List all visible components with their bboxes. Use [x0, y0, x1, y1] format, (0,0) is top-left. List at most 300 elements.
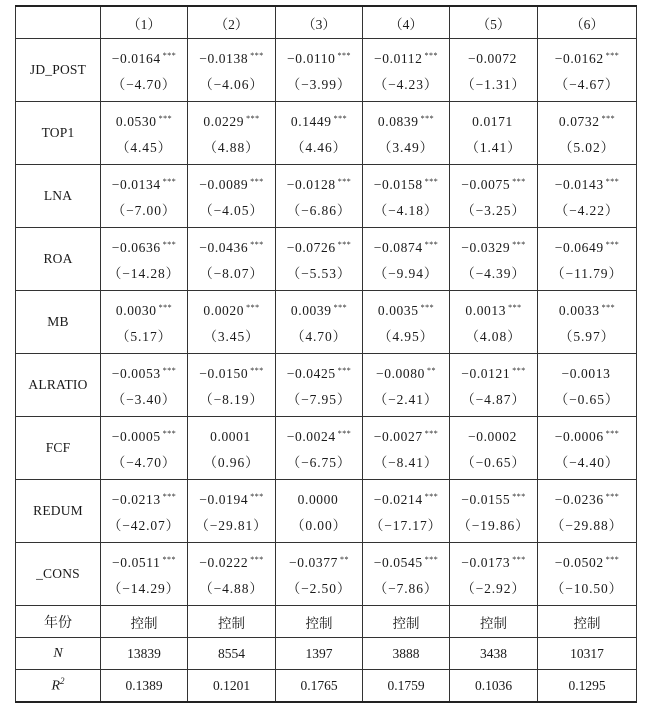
- significance-stars: ***: [158, 113, 173, 123]
- t-statistic: （−8.07）: [199, 265, 264, 281]
- coefficient: [363, 298, 449, 321]
- significance-stars: ***: [424, 491, 439, 501]
- coefficient-value: −0.0027: [373, 428, 423, 444]
- t-statistic: （−3.40）: [111, 391, 177, 407]
- header-corner-cell: [16, 6, 101, 39]
- t-statistic: （−7.95）: [286, 391, 352, 407]
- significance-stars: **: [426, 365, 436, 375]
- significance-stars: ***: [333, 302, 348, 312]
- column-header-6: （6）: [538, 6, 637, 39]
- coefficient-value: −0.0511: [112, 554, 161, 570]
- significance-stars: ***: [162, 50, 177, 60]
- coefficient: [450, 235, 537, 258]
- coefficient-value: −0.0128: [286, 176, 336, 192]
- variable-name: REDUM: [16, 480, 101, 543]
- estimate-cell: [101, 543, 188, 606]
- coefficient: [276, 109, 362, 132]
- coefficient: [538, 172, 636, 195]
- coefficient-value: 0.0013: [465, 302, 507, 318]
- coefficient: [538, 46, 636, 69]
- coefficient-value: 0.0229: [203, 113, 245, 129]
- significance-stars: ***: [508, 302, 522, 312]
- coefficient: [188, 424, 275, 447]
- significance-stars: ***: [605, 491, 620, 501]
- coefficient: [101, 298, 187, 321]
- superscript: 2: [60, 676, 65, 687]
- significance-stars: ***: [337, 176, 352, 186]
- coefficient: [188, 46, 275, 69]
- estimate-cell: [276, 543, 363, 606]
- coefficient-value: −0.0089: [199, 176, 249, 192]
- coefficient: [450, 298, 537, 321]
- t-statistic: （−29.88）: [550, 517, 624, 533]
- t-statistic: （−3.25）: [461, 202, 526, 218]
- coefficient: [363, 46, 449, 69]
- variable-name: FCF: [16, 417, 101, 480]
- t-statistic: （4.70）: [290, 328, 348, 344]
- r2-row-value: 0.1295: [538, 670, 637, 703]
- coefficient-value: −0.0150: [199, 365, 249, 381]
- year-row-value: 控制: [188, 606, 276, 638]
- n-row-value: 8554: [188, 638, 276, 670]
- significance-stars: ***: [605, 428, 620, 438]
- t-statistic: （4.95）: [377, 328, 435, 344]
- t-statistic: （4.08）: [465, 328, 522, 344]
- n-row-value: 13839: [101, 638, 188, 670]
- t-statistic: （0.00）: [290, 517, 348, 533]
- estimate-cell: [276, 291, 363, 354]
- estimate-cell: [450, 102, 538, 165]
- estimate-cell: [101, 354, 188, 417]
- coefficient: [450, 172, 537, 195]
- significance-stars: ***: [333, 113, 348, 123]
- significance-stars: ***: [424, 428, 439, 438]
- t-statistic: （−7.00）: [111, 202, 177, 218]
- significance-stars: **: [339, 554, 349, 564]
- variable-name: ROA: [16, 228, 101, 291]
- estimate-cell: [450, 291, 538, 354]
- coefficient-value: −0.0110: [287, 50, 336, 66]
- r2-row-value: 0.1765: [276, 670, 363, 703]
- t-statistic: （−42.07）: [107, 517, 181, 533]
- significance-stars: ***: [337, 365, 352, 375]
- coefficient-value: −0.0329: [461, 239, 511, 255]
- estimate-cell: [363, 39, 450, 102]
- t-statistic: （−4.39）: [461, 265, 526, 281]
- significance-stars: ***: [250, 365, 264, 375]
- year-row-label-text: 年份: [44, 615, 72, 631]
- estimate-cell: [276, 165, 363, 228]
- estimate-cell: [450, 354, 538, 417]
- t-statistic: （5.97）: [558, 328, 616, 344]
- coefficient: [363, 550, 449, 573]
- coefficient: [188, 172, 275, 195]
- coefficient-value: −0.0024: [286, 428, 336, 444]
- estimate-cell: [450, 39, 538, 102]
- t-statistic: （−8.19）: [199, 391, 264, 407]
- estimate-cell: [188, 543, 276, 606]
- coefficient-value: −0.0072: [468, 50, 517, 66]
- column-header-3: （3）: [276, 6, 363, 39]
- coefficient: [101, 550, 187, 573]
- estimate-cell: [538, 417, 637, 480]
- coefficient: [363, 235, 449, 258]
- coefficient: [450, 424, 537, 447]
- coefficient: [538, 298, 636, 321]
- t-statistic: （−11.79）: [551, 265, 623, 281]
- estimate-cell: [188, 165, 276, 228]
- coefficient-value: −0.0502: [554, 554, 604, 570]
- significance-stars: ***: [424, 176, 439, 186]
- significance-stars: ***: [250, 239, 264, 249]
- t-statistic: （0.96）: [203, 454, 260, 470]
- significance-stars: ***: [424, 50, 438, 60]
- coefficient-value: 0.0035: [377, 302, 419, 318]
- coefficient-value: −0.0002: [468, 428, 517, 444]
- significance-stars: ***: [601, 302, 616, 312]
- year-row-value: 控制: [538, 606, 637, 638]
- t-statistic: （−6.75）: [286, 454, 352, 470]
- t-statistic: （−4.70）: [111, 76, 177, 92]
- coefficient-value: −0.0005: [111, 428, 161, 444]
- estimate-cell: [276, 354, 363, 417]
- significance-stars: ***: [605, 239, 620, 249]
- coefficient: [276, 487, 362, 510]
- coefficient: [101, 46, 187, 69]
- estimate-cell: [450, 165, 538, 228]
- coefficient-value: −0.0158: [373, 176, 423, 192]
- coefficient-value: −0.0075: [461, 176, 511, 192]
- estimate-cell: [538, 39, 637, 102]
- estimate-cell: [188, 354, 276, 417]
- significance-stars: ***: [246, 302, 260, 312]
- significance-stars: ***: [250, 491, 264, 501]
- t-statistic: （−29.81）: [195, 517, 268, 533]
- coefficient: [276, 235, 362, 258]
- estimate-cell: [188, 417, 276, 480]
- coefficient-value: 0.0039: [290, 302, 332, 318]
- coefficient: [101, 109, 187, 132]
- coefficient-value: −0.0080: [376, 365, 425, 381]
- coefficient: [188, 361, 275, 384]
- coefficient: [101, 172, 187, 195]
- t-statistic: （−0.65）: [461, 454, 526, 470]
- estimate-cell: [363, 228, 450, 291]
- coefficient-value: −0.0134: [111, 176, 161, 192]
- coefficient-value: −0.0121: [461, 365, 511, 381]
- coefficient: [538, 361, 636, 384]
- significance-stars: ***: [420, 113, 435, 123]
- significance-stars: ***: [246, 113, 260, 123]
- significance-stars: ***: [601, 113, 616, 123]
- t-statistic: （−4.05）: [199, 202, 264, 218]
- variable-row: [16, 417, 637, 480]
- estimate-cell: [538, 291, 637, 354]
- estimate-cell: [276, 39, 363, 102]
- coefficient: [363, 424, 449, 447]
- coefficient: [538, 424, 636, 447]
- coefficient: [188, 487, 275, 510]
- significance-stars: ***: [512, 554, 526, 564]
- estimate-cell: [101, 102, 188, 165]
- t-statistic: （−14.29）: [107, 580, 181, 596]
- coefficient: [188, 109, 275, 132]
- estimate-cell: [188, 102, 276, 165]
- coefficient: [276, 550, 362, 573]
- significance-stars: ***: [424, 239, 439, 249]
- t-statistic: （4.88）: [203, 139, 260, 155]
- estimate-cell: [101, 480, 188, 543]
- coefficient-value: −0.0636: [111, 239, 161, 255]
- coefficient: [450, 109, 537, 132]
- estimate-cell: [538, 543, 637, 606]
- year-row-value: 控制: [101, 606, 188, 638]
- coefficient-value: −0.0874: [373, 239, 423, 255]
- coefficient-value: −0.0726: [286, 239, 336, 255]
- estimate-cell: [101, 228, 188, 291]
- column-header-4: （4）: [363, 6, 450, 39]
- coefficient-value: −0.0162: [554, 50, 604, 66]
- significance-stars: ***: [605, 176, 620, 186]
- coefficient: [276, 361, 362, 384]
- significance-stars: ***: [424, 554, 439, 564]
- t-statistic: （3.49）: [377, 139, 435, 155]
- variable-name: LNA: [16, 165, 101, 228]
- significance-stars: ***: [250, 176, 264, 186]
- column-header-1: （1）: [101, 6, 188, 39]
- coefficient: [450, 550, 537, 573]
- significance-stars: ***: [337, 428, 352, 438]
- coefficient: [101, 487, 187, 510]
- coefficient-value: 0.0530: [115, 113, 157, 129]
- coefficient-value: 0.0001: [210, 428, 251, 444]
- estimate-cell: [276, 228, 363, 291]
- t-statistic: （−4.22）: [554, 202, 620, 218]
- significance-stars: ***: [162, 428, 177, 438]
- coefficient: [538, 487, 636, 510]
- significance-stars: ***: [162, 176, 177, 186]
- coefficient-value: −0.0112: [374, 50, 423, 66]
- estimate-cell: [276, 417, 363, 480]
- coefficient-value: −0.0214: [373, 491, 423, 507]
- t-statistic: （5.02）: [558, 139, 616, 155]
- estimate-cell: [538, 165, 637, 228]
- variable-name: MB: [16, 291, 101, 354]
- coefficient-value: −0.0425: [286, 365, 336, 381]
- significance-stars: ***: [512, 365, 526, 375]
- t-statistic: （−0.65）: [554, 391, 620, 407]
- regression-table: [15, 5, 637, 703]
- coefficient-value: 0.0020: [203, 302, 245, 318]
- t-statistic: （−8.41）: [373, 454, 439, 470]
- estimate-cell: [450, 417, 538, 480]
- n-row-label-text: N: [53, 645, 63, 661]
- year-row-value: 控制: [363, 606, 450, 638]
- coefficient-value: −0.0173: [461, 554, 511, 570]
- t-statistic: （−3.99）: [286, 76, 352, 92]
- significance-stars: ***: [337, 239, 352, 249]
- column-header-2: （2）: [188, 6, 276, 39]
- t-statistic: （−17.17）: [369, 517, 443, 533]
- coefficient-value: −0.0164: [111, 50, 161, 66]
- t-statistic: （−4.88）: [199, 580, 264, 596]
- estimate-cell: [450, 480, 538, 543]
- r2-row-value: 0.1036: [450, 670, 538, 703]
- t-statistic: （−9.94）: [373, 265, 439, 281]
- coefficient: [101, 361, 187, 384]
- r2-row-label-text: R: [51, 678, 61, 694]
- coefficient-value: 0.0839: [377, 113, 419, 129]
- coefficient: [101, 235, 187, 258]
- r2-row-value: 0.1201: [188, 670, 276, 703]
- coefficient-value: −0.0053: [111, 365, 161, 381]
- estimate-cell: [363, 543, 450, 606]
- t-statistic: （−6.86）: [286, 202, 352, 218]
- estimate-cell: [101, 417, 188, 480]
- estimate-cell: [363, 354, 450, 417]
- estimate-cell: [188, 39, 276, 102]
- significance-stars: ***: [512, 176, 526, 186]
- variable-name: JD_POST: [16, 39, 101, 102]
- variable-name: _CONS: [16, 543, 101, 606]
- coefficient: [188, 298, 275, 321]
- t-statistic: （−4.23）: [373, 76, 439, 92]
- column-header-5: （5）: [450, 6, 538, 39]
- estimate-cell: [538, 354, 637, 417]
- estimate-cell: [188, 480, 276, 543]
- significance-stars: ***: [250, 50, 264, 60]
- coefficient-value: −0.0006: [554, 428, 604, 444]
- coefficient-value: −0.0436: [199, 239, 249, 255]
- coefficient-value: −0.0155: [461, 491, 511, 507]
- estimate-cell: [276, 102, 363, 165]
- t-statistic: （−7.86）: [373, 580, 439, 596]
- significance-stars: ***: [605, 50, 620, 60]
- coefficient-value: −0.0377: [289, 554, 338, 570]
- t-statistic: （4.46）: [290, 139, 348, 155]
- r2-row: [16, 670, 637, 703]
- t-statistic: （4.45）: [115, 139, 173, 155]
- coefficient: [450, 46, 537, 69]
- variable-row: [16, 165, 637, 228]
- significance-stars: ***: [162, 554, 176, 564]
- variable-row: [16, 102, 637, 165]
- coefficient: [363, 172, 449, 195]
- significance-stars: ***: [162, 365, 177, 375]
- coefficient-value: −0.0222: [199, 554, 249, 570]
- significance-stars: ***: [337, 50, 351, 60]
- significance-stars: ***: [250, 554, 264, 564]
- n-row-value: 1397: [276, 638, 363, 670]
- n-row-value: 3888: [363, 638, 450, 670]
- coefficient: [450, 361, 537, 384]
- coefficient: [188, 235, 275, 258]
- estimate-cell: [363, 165, 450, 228]
- coefficient: [188, 550, 275, 573]
- coefficient: [276, 298, 362, 321]
- header-row: [16, 6, 637, 39]
- n-row-value: 10317: [538, 638, 637, 670]
- year-row-label: [16, 606, 101, 638]
- coefficient-value: 0.0030: [115, 302, 157, 318]
- r2-row-label: [16, 670, 101, 703]
- coefficient-value: −0.0143: [554, 176, 604, 192]
- estimate-cell: [450, 543, 538, 606]
- coefficient-value: 0.0171: [472, 113, 513, 129]
- significance-stars: ***: [162, 491, 177, 501]
- coefficient-value: 0.1449: [290, 113, 332, 129]
- significance-stars: ***: [420, 302, 435, 312]
- estimate-cell: [101, 291, 188, 354]
- coefficient-value: 0.0000: [297, 491, 339, 507]
- r2-row-value: 0.1759: [363, 670, 450, 703]
- t-statistic: （−5.53）: [286, 265, 352, 281]
- n-row-value: 3438: [450, 638, 538, 670]
- t-statistic: （−4.06）: [199, 76, 264, 92]
- estimate-cell: [363, 417, 450, 480]
- coefficient: [363, 109, 449, 132]
- estimate-cell: [538, 102, 637, 165]
- coefficient-value: −0.0013: [561, 365, 611, 381]
- t-statistic: （−19.86）: [457, 517, 530, 533]
- t-statistic: （−4.67）: [554, 76, 620, 92]
- coefficient: [363, 487, 449, 510]
- t-statistic: （−4.70）: [111, 454, 177, 470]
- estimate-cell: [450, 228, 538, 291]
- n-row-label: [16, 638, 101, 670]
- t-statistic: （−14.28）: [107, 265, 181, 281]
- coefficient-value: −0.0138: [199, 50, 249, 66]
- coefficient: [276, 46, 362, 69]
- t-statistic: （−2.92）: [461, 580, 526, 596]
- t-statistic: （−2.41）: [373, 391, 439, 407]
- variable-row: [16, 39, 637, 102]
- coefficient-value: 0.0033: [558, 302, 600, 318]
- variable-row: [16, 543, 637, 606]
- estimate-cell: [276, 480, 363, 543]
- coefficient-value: −0.0236: [554, 491, 604, 507]
- t-statistic: （3.45）: [203, 328, 260, 344]
- variable-row: [16, 228, 637, 291]
- t-statistic: （−10.50）: [550, 580, 624, 596]
- estimate-cell: [188, 228, 276, 291]
- estimate-cell: [101, 165, 188, 228]
- coefficient-value: −0.0194: [199, 491, 249, 507]
- r2-row-value: 0.1389: [101, 670, 188, 703]
- significance-stars: ***: [605, 554, 620, 564]
- coefficient: [538, 550, 636, 573]
- estimate-cell: [363, 480, 450, 543]
- t-statistic: （−1.31）: [461, 76, 526, 92]
- coefficient: [363, 361, 449, 384]
- coefficient: [450, 487, 537, 510]
- significance-stars: ***: [512, 491, 526, 501]
- year-row-value: 控制: [276, 606, 363, 638]
- t-statistic: （1.41）: [465, 139, 522, 155]
- coefficient-value: −0.0545: [373, 554, 423, 570]
- variable-name: ALRATIO: [16, 354, 101, 417]
- n-row: [16, 638, 637, 670]
- significance-stars: ***: [158, 302, 173, 312]
- coefficient: [538, 109, 636, 132]
- estimate-cell: [188, 291, 276, 354]
- variable-name: TOP1: [16, 102, 101, 165]
- estimate-cell: [363, 291, 450, 354]
- variable-row: [16, 291, 637, 354]
- significance-stars: ***: [512, 239, 526, 249]
- estimate-cell: [538, 228, 637, 291]
- coefficient-value: 0.0732: [558, 113, 600, 129]
